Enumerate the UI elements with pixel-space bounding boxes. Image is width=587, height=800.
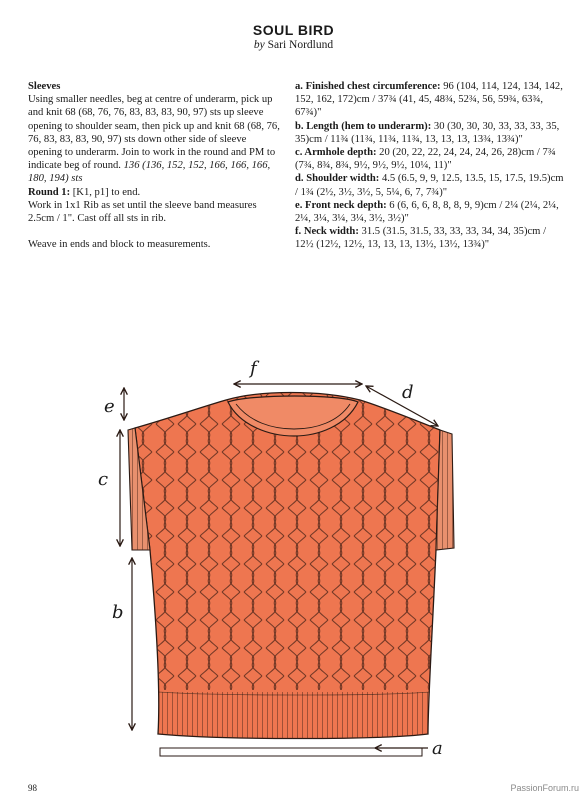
sleeves-paragraph-2: Work in 1x1 Rib as set until the sleeve band measures 2.5cm / 1". Cast off all sts in rib. bbox=[28, 199, 257, 225]
pattern-title: SOUL BIRD bbox=[252, 22, 335, 38]
designer-byline bbox=[0, 39, 587, 51]
byline-by: by bbox=[253, 39, 265, 51]
sleeves-section bbox=[28, 80, 282, 251]
label-b: b bbox=[112, 602, 124, 623]
label-d: d bbox=[402, 382, 414, 403]
page-number: 98 bbox=[28, 783, 37, 793]
dimension-b bbox=[112, 558, 132, 730]
dimension-e bbox=[104, 388, 124, 420]
measurements-section bbox=[295, 80, 565, 252]
watermark: PassionForum.ru bbox=[510, 783, 579, 793]
finishing-paragraph: Weave in ends and block to measurements. bbox=[28, 239, 211, 251]
label-c: c bbox=[98, 469, 109, 490]
dimension-f bbox=[234, 358, 362, 384]
measurement-d bbox=[295, 172, 565, 198]
round-1-label: Round 1: bbox=[28, 186, 71, 198]
round-1-text: [K1, p1] to end. bbox=[72, 186, 141, 198]
label-f: f bbox=[250, 358, 257, 379]
sleeves-stitch-count: 136 (136, 152, 152, 166, 166, 166, 180, 194) sts bbox=[28, 160, 271, 185]
page-header bbox=[0, 22, 587, 51]
schematic-diagram bbox=[0, 340, 587, 780]
measurement-f-text: 31.5 (31.5, 31.5, 33, 33, 33, 34, 34, 35)cm / 12½ (12½, 12½, 13, 13, 13, 13½, 13½, 13¾)" bbox=[295, 226, 547, 251]
sleeves-instructions: Using smaller needles, beg at centre of underarm, pick up and knit 68 (68, 76, 76, 83, 83, 83, 90, 97) sts up sleeve opening to shoulder seam, then pick up and knit 68 (68, 76, 76, 83, 83, 83, 90, 97) sts down other side of sleeve opening to underarm. Join to work in the round and PM to indicate beg of round. bbox=[28, 94, 280, 172]
measurement-b-text: 30 (30, 30, 30, 33, 33, 33, 35, 35)cm / 11¾ (11¾, 11¾, 11¾, 13, 13, 13, 13¾, 13¾)" bbox=[295, 120, 560, 145]
dimension-a bbox=[160, 738, 443, 759]
measurement-a-text: 96 (104, 114, 124, 134, 142, 152, 162, 172)cm / 37¾ (41, 45, 48¾, 52¾, 56, 59¾, 63¾, 67¾)" bbox=[295, 81, 563, 119]
measurement-a-label: a. Finished chest circumference: bbox=[295, 81, 441, 92]
dimension-c bbox=[98, 430, 120, 546]
measurement-b bbox=[295, 120, 565, 146]
measurement-f bbox=[295, 225, 565, 251]
measurement-f-label: f. Neck width: bbox=[295, 226, 359, 238]
sweater-body bbox=[130, 390, 450, 742]
measurement-c-text: 20 (20, 22, 22, 24, 24, 24, 26, 28)cm / 7¾ (7¾, 8¾, 8¾, 9½, 9½, 9½, 10¼, 11)" bbox=[295, 147, 556, 172]
measurement-b-label: b. Length (hem to underarm): bbox=[295, 120, 432, 132]
sleeves-paragraph-1 bbox=[28, 93, 282, 185]
measurement-d-label: d. Shoulder width: bbox=[295, 173, 380, 185]
label-a: a bbox=[432, 738, 443, 759]
measurement-d-text: 4.5 (6.5, 9, 9, 12.5, 13.5, 15, 17.5, 19.5)cm / 1¾ (2½, 3½, 3½, 5, 5¼, 6, 7, 7¾)" bbox=[295, 173, 564, 198]
measurement-a bbox=[295, 80, 565, 120]
measurement-e bbox=[295, 199, 565, 225]
sleeves-heading: Sleeves bbox=[28, 81, 61, 92]
round-1-line bbox=[28, 186, 282, 199]
measurement-c-label: c. Armhole depth: bbox=[295, 147, 377, 159]
measurement-e-label: e. Front neck depth: bbox=[295, 199, 387, 211]
designer-name: Sari Nordlund bbox=[267, 39, 334, 51]
measurement-c bbox=[295, 146, 565, 172]
label-e: e bbox=[104, 396, 115, 417]
measurement-e-text: 6 (6, 6, 6, 8, 8, 8, 9, 9)cm / 2¼ (2¼, 2¼, 2¼, 3¼, 3¼, 3¼, 3½, 3½)" bbox=[295, 199, 559, 225]
